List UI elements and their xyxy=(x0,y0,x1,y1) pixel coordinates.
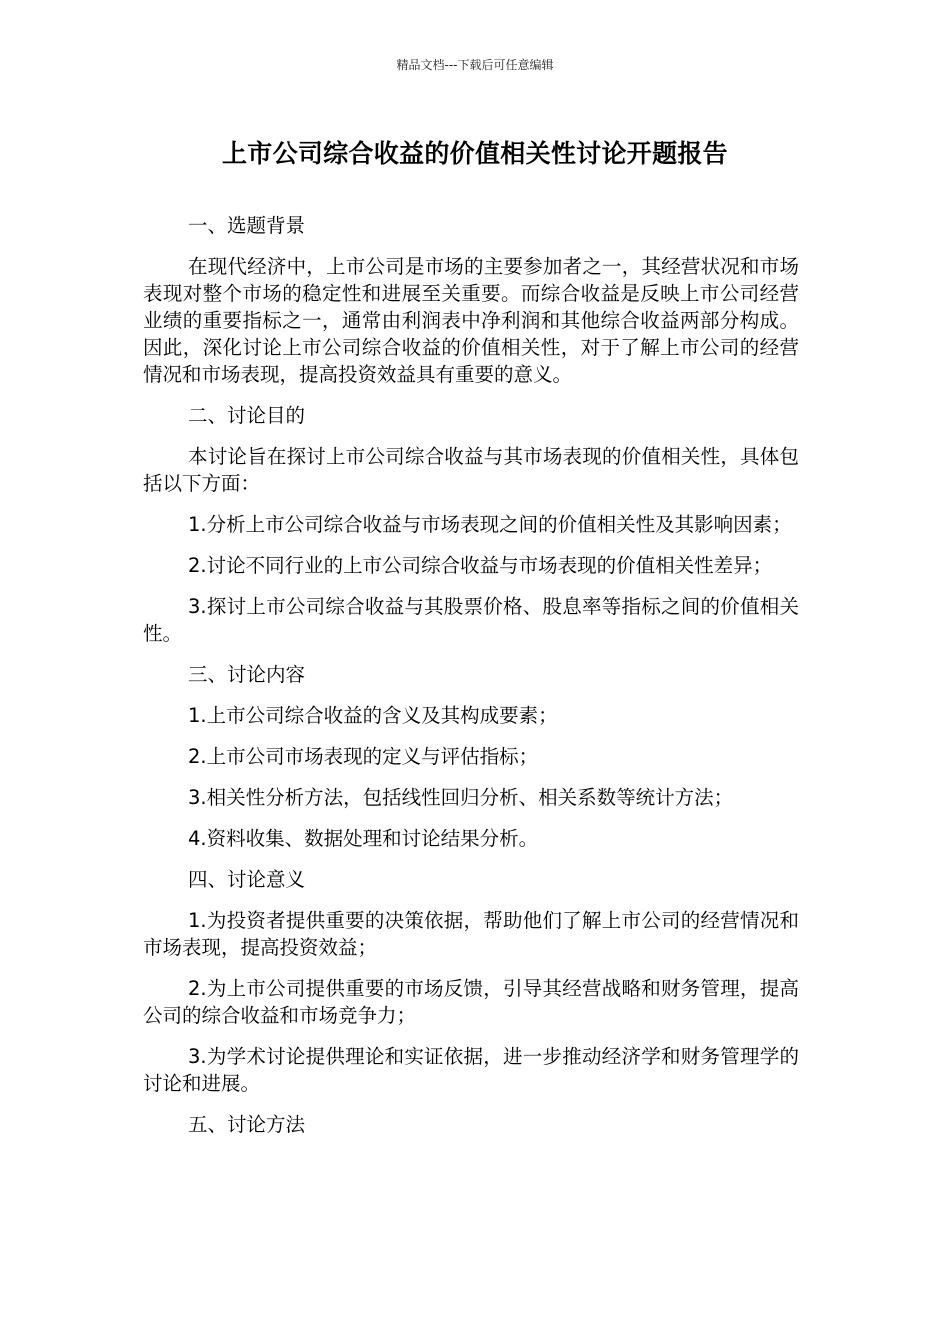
paragraph-purpose-intro: 本讨论旨在探讨上市公司综合收益与其市场表现的价值相关性，具体包括以下方面： xyxy=(143,445,799,495)
section-heading-method: 五、讨论方法 xyxy=(188,1113,306,1136)
content-item-3: 3.相关性分析方法，包括线性回归分析、相关系数等统计方法； xyxy=(188,786,734,809)
page-header: 精品文档---下载后可任意编辑 xyxy=(396,58,554,72)
purpose-item-3: 3.探讨上市公司综合收益与其股票价格、股息率等指标之间的价值相关性。 xyxy=(143,595,799,645)
section-heading-background: 一、选题背景 xyxy=(188,214,306,237)
content-item-1: 1.上市公司综合收益的含义及其构成要素； xyxy=(188,704,558,727)
document-title: 上市公司综合收益的价值相关性讨论开题报告 xyxy=(221,139,728,168)
significance-item-3: 3.为学术讨论提供理论和实证依据，进一步推动经济学和财务管理学的讨论和进展。 xyxy=(143,1045,799,1095)
section-heading-content: 三、讨论内容 xyxy=(188,663,306,686)
section-heading-purpose: 二、讨论目的 xyxy=(188,404,306,427)
significance-item-1: 1.为投资者提供重要的决策依据，帮助他们了解上市公司的经营情况和市场表现，提高投资效益； xyxy=(143,909,799,959)
purpose-item-1: 1.分析上市公司综合收益与市场表现之间的价值相关性及其影响因素； xyxy=(188,513,792,536)
paragraph-background: 在现代经济中，上市公司是市场的主要参加者之一，其经营状况和市场表现对整个市场的稳定性和进展至关重要。而综合收益是反映上市公司经营业绩的重要指标之一，通常由利润表中净利润和其他综合收益两部分构成。因此，深化讨论上市公司综合收益的价值相关性，对于了解上市公司的经营情况和市场表现，提高投资效益具有重要的意义。 xyxy=(143,255,799,386)
purpose-item-2: 2.讨论不同行业的上市公司综合收益与市场表现的价值相关性差异； xyxy=(188,554,773,577)
document-body xyxy=(143,212,799,1152)
content-item-4: 4.资料收集、数据处理和讨论结果分析。 xyxy=(188,827,539,850)
significance-item-2: 2.为上市公司提供重要的市场反馈，引导其经营战略和财务管理，提高公司的综合收益和市场竞争力； xyxy=(143,977,799,1027)
section-heading-significance: 四、讨论意义 xyxy=(188,868,306,891)
content-item-2: 2.上市公司市场表现的定义与评估指标； xyxy=(188,745,539,768)
